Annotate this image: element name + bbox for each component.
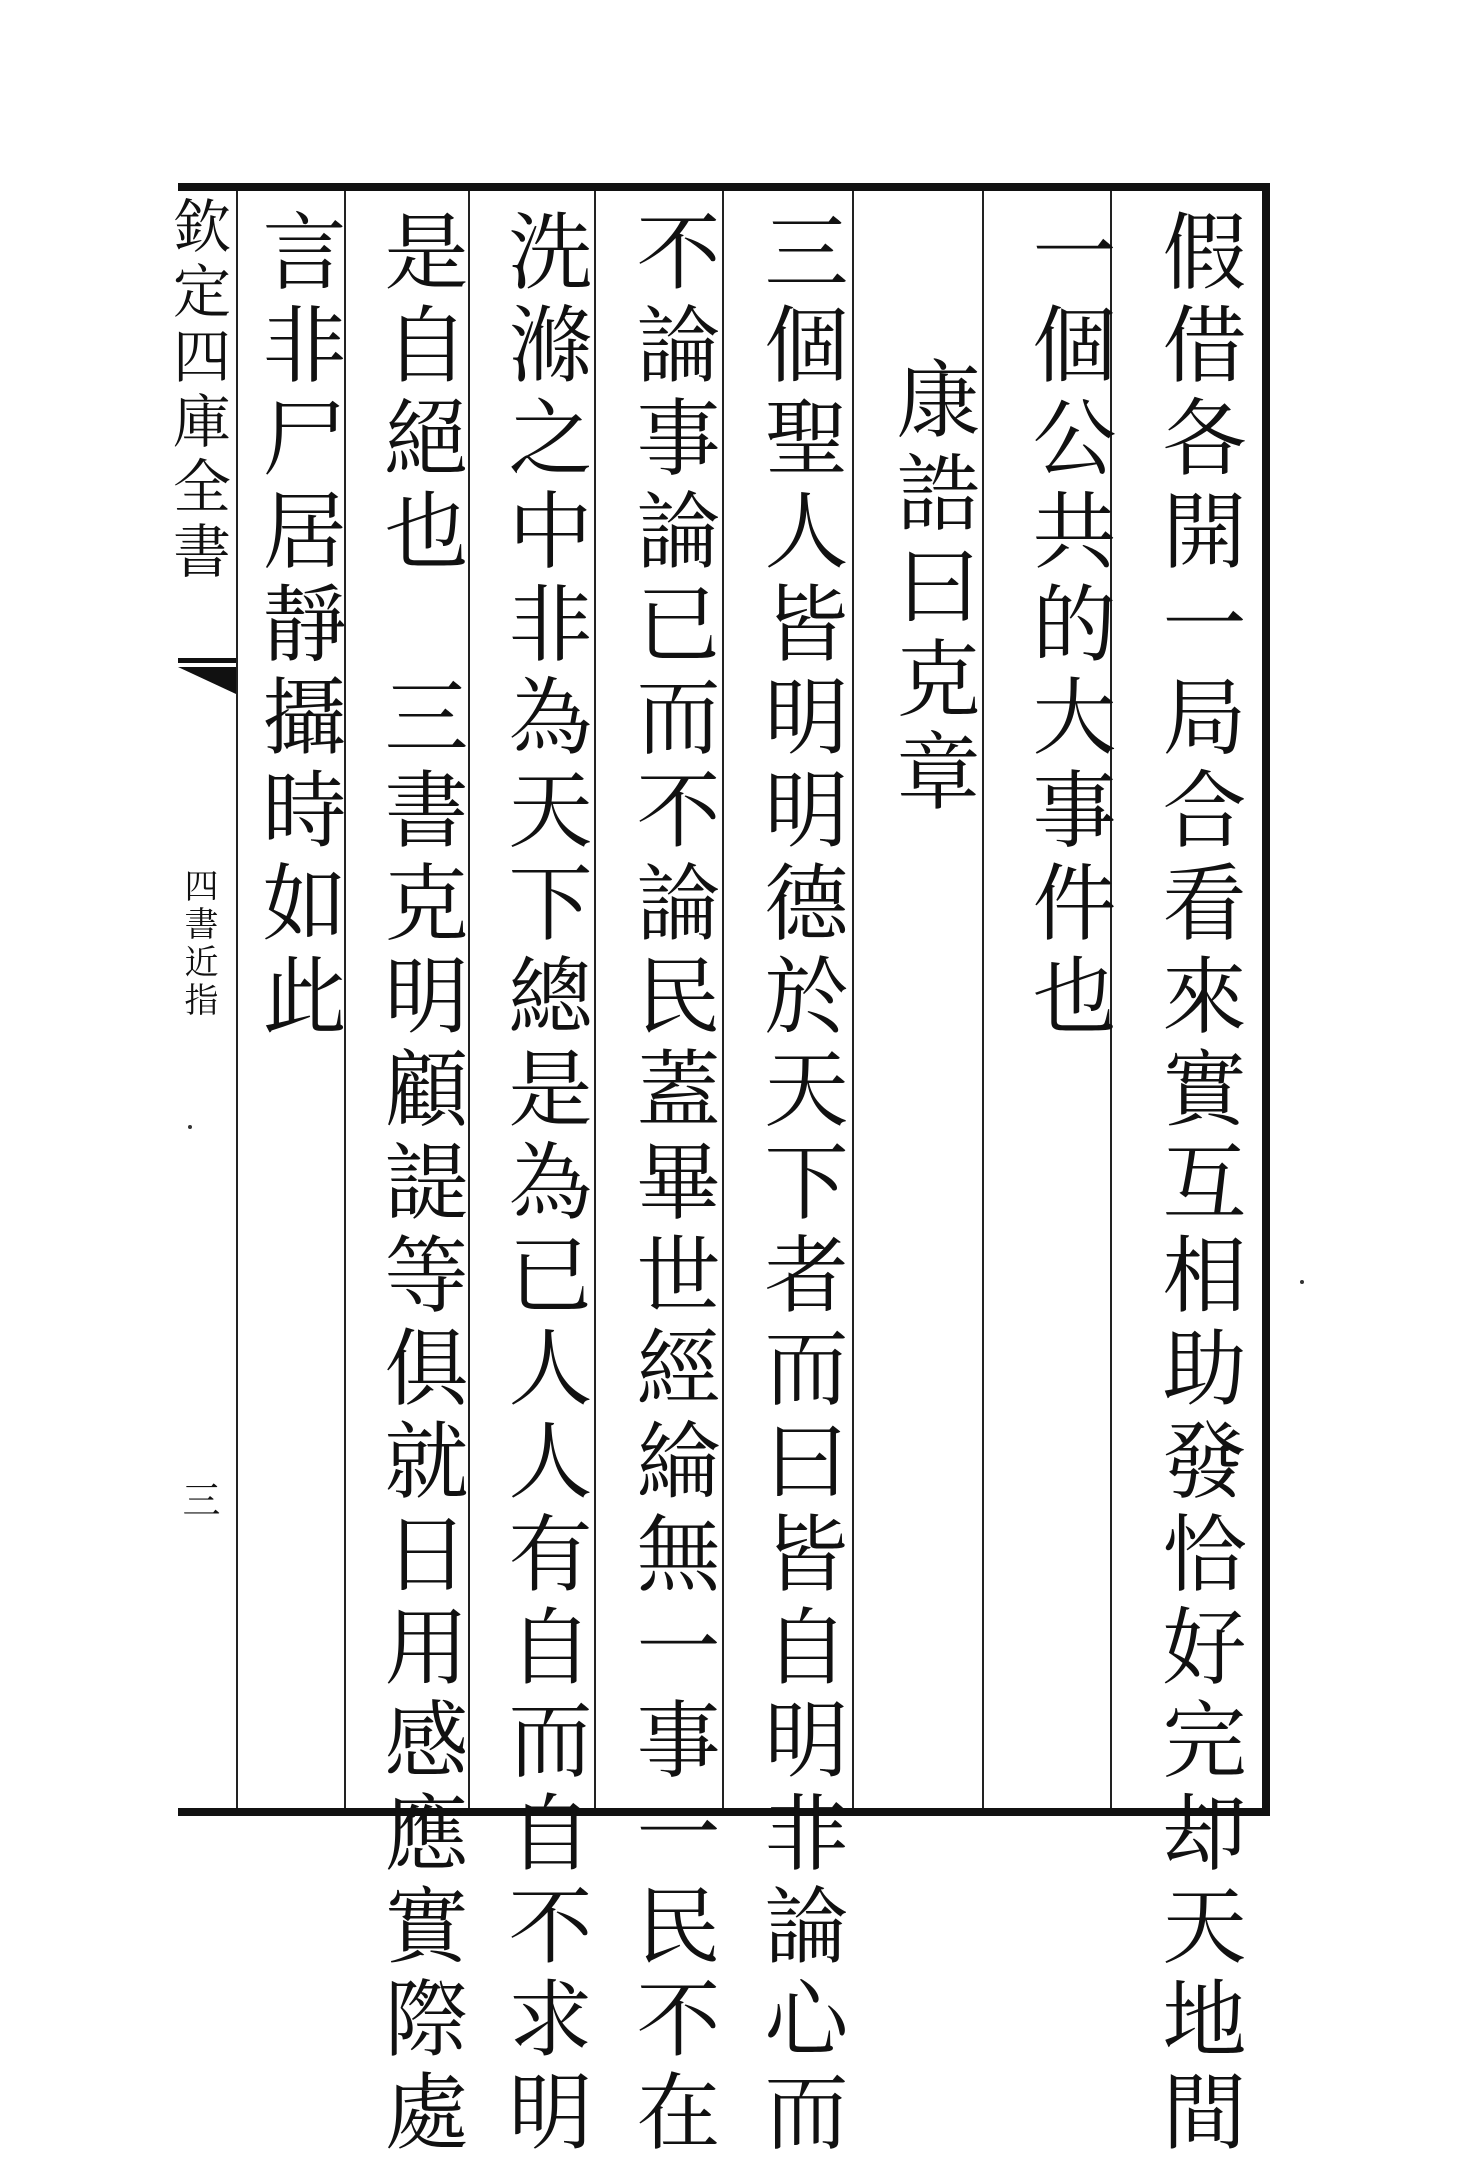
column-divider-rule: [852, 191, 854, 1808]
fishtail-mark: [178, 658, 236, 694]
page-number: 三: [176, 1480, 220, 1518]
frame-bottom-border: [178, 1808, 1270, 1816]
text-column-2: 一個公共的大事件也: [1019, 208, 1117, 1045]
text-column-6: 洗滌之中非為天下總是為已人人有自而自不求明: [495, 208, 593, 2161]
collection-title: 欽定四庫全書: [163, 196, 231, 586]
text-column-8: 言非尸居靜攝時如此: [249, 208, 347, 1045]
text-column-1: 假借各開一局合看來實互相助發恰好完却天地間: [1149, 208, 1247, 2161]
frame-top-border: [178, 183, 1270, 191]
book-title: 四書近指: [178, 868, 218, 1020]
text-column-4: 三個聖人皆明明德於天下者而曰皆自明非論心而: [751, 208, 849, 2161]
text-column-3: 康誥曰克章: [883, 356, 981, 821]
text-column-7: 是自絕也 三書克明顧諟等俱就日用感應實際處: [371, 208, 469, 2161]
ink-speck: [1300, 1280, 1304, 1284]
text-column-5: 不論事論已而不論民蓋畢世經綸無一事一民不在: [623, 208, 721, 2161]
margin-divider-rule: [236, 191, 238, 1808]
ink-speck: [188, 1125, 192, 1129]
frame-right-border: [1262, 183, 1270, 1816]
